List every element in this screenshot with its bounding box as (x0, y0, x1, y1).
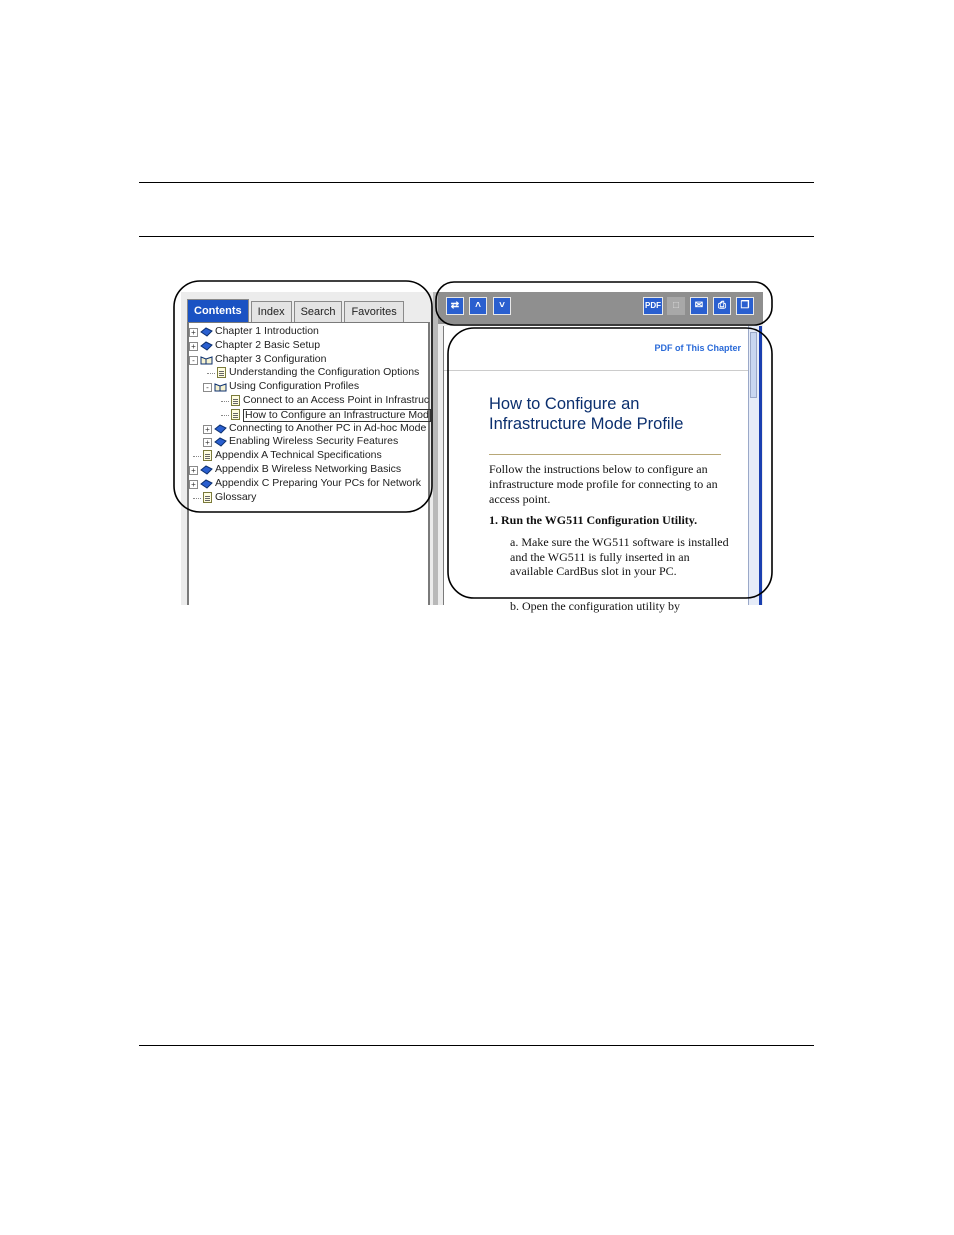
tree-item[interactable] (189, 380, 429, 394)
book-icon (214, 437, 225, 446)
tree-item-label: Using Configuration Profiles (229, 380, 360, 393)
previous-icon[interactable]: ˄ (469, 297, 487, 315)
copy-icon[interactable]: ❐ (736, 297, 754, 315)
expand-icon[interactable]: + (189, 328, 198, 337)
page-icon (231, 395, 240, 406)
tree-connector (193, 456, 201, 457)
tree-connector (193, 498, 201, 499)
tab-search[interactable]: Search (294, 301, 343, 322)
tree-item-label: Connecting to Another PC in Ad-hoc Mode (229, 421, 427, 434)
tree-item[interactable] (189, 463, 429, 477)
intro-paragraph: Follow the instructions below to configure an infrastructure mode profile for connecting to an access point. (489, 462, 718, 506)
tab-contents[interactable]: Contents (187, 299, 249, 322)
page-icon (203, 450, 212, 461)
open-book-icon (214, 382, 225, 391)
book-icon (200, 465, 211, 474)
tree-item-label: How to Configure an Infrastructure Mod (245, 408, 429, 421)
topic-title: How to Configure an Infrastructure Mode Profile (489, 395, 684, 433)
topic-content (443, 326, 749, 613)
step-item-b: b. Open the configuration utility by (510, 599, 680, 613)
page-icon (217, 367, 226, 378)
tab-index[interactable]: Index (251, 301, 292, 322)
tree-item-label: Enabling Wireless Security Features (229, 435, 399, 448)
expand-icon[interactable]: + (203, 425, 212, 434)
tree-item-label: Glossary (215, 490, 257, 503)
step-item-a: a. Make sure the WG511 software is installed and the WG511 is fully inserted in an available CardBus slot in your PC. (510, 535, 729, 579)
window-border (759, 326, 762, 605)
expand-icon[interactable]: + (189, 342, 198, 351)
contents-tree (189, 325, 429, 504)
header-rule (139, 236, 814, 237)
open-book-icon (200, 355, 211, 364)
tree-connector (207, 373, 215, 374)
tree-item[interactable] (189, 477, 429, 491)
tree-item-label: Appendix C Preparing Your PCs for Network (215, 476, 422, 489)
expand-icon[interactable]: + (203, 438, 212, 447)
topic-pane (438, 292, 763, 613)
tree-item-label: Appendix B Wireless Networking Basics (215, 462, 402, 475)
email-icon[interactable]: ✉ (690, 297, 708, 315)
book-icon (214, 424, 225, 433)
nav-tabs (187, 299, 406, 323)
book-icon (200, 341, 211, 350)
sync-icon[interactable]: ⇄ (446, 297, 464, 315)
help-window-screenshot (181, 292, 763, 613)
title-rule (489, 454, 721, 455)
tab-favorites[interactable]: Favorites (344, 301, 403, 322)
tree-item[interactable] (189, 435, 429, 449)
tree-item-label: Connect to an Access Point in Infrastruc (243, 393, 430, 406)
book-icon (200, 479, 211, 488)
tree-item[interactable] (189, 339, 429, 353)
topic-toolbar (438, 292, 763, 324)
comment-icon[interactable]: □ (667, 297, 685, 315)
tree-item[interactable] (189, 408, 429, 422)
tree-item[interactable] (189, 353, 429, 367)
page-icon (231, 409, 240, 420)
tree-item-label: Understanding the Configuration Options (229, 366, 420, 379)
tree-item[interactable] (189, 394, 429, 408)
page-icon (203, 492, 212, 503)
next-icon[interactable]: ˅ (493, 297, 511, 315)
pdf-button[interactable]: PDF (643, 297, 663, 315)
print-icon[interactable]: ⎙ (713, 297, 731, 315)
tree-connector (221, 401, 229, 402)
pdf-of-chapter-link[interactable]: PDF of This Chapter (654, 343, 741, 353)
footer-rule (139, 1045, 814, 1046)
tree-item[interactable] (189, 325, 429, 339)
step-heading: 1. Run the WG511 Configuration Utility. (489, 513, 698, 527)
tree-item[interactable] (189, 449, 429, 463)
top-rule (139, 182, 814, 183)
tree-connector (221, 415, 229, 416)
collapse-icon[interactable]: - (203, 383, 212, 392)
navigation-pane (181, 292, 433, 605)
tree-item-label: Appendix A Technical Specifications (215, 449, 382, 462)
tree-item[interactable] (189, 422, 429, 436)
content-divider (444, 370, 749, 371)
tree-item[interactable] (189, 366, 429, 380)
vertical-scrollbar[interactable] (748, 326, 759, 605)
tree-item[interactable] (189, 491, 429, 505)
expand-icon[interactable]: + (189, 480, 198, 489)
tree-item-label: Chapter 2 Basic Setup (215, 338, 321, 351)
expand-icon[interactable]: + (189, 466, 198, 475)
collapse-icon[interactable]: - (189, 356, 198, 365)
tree-item-label: Chapter 3 Configuration (215, 352, 327, 365)
scrollbar-thumb[interactable] (750, 332, 757, 398)
book-icon (200, 327, 211, 336)
tree-item-label: Chapter 1 Introduction (215, 325, 319, 337)
